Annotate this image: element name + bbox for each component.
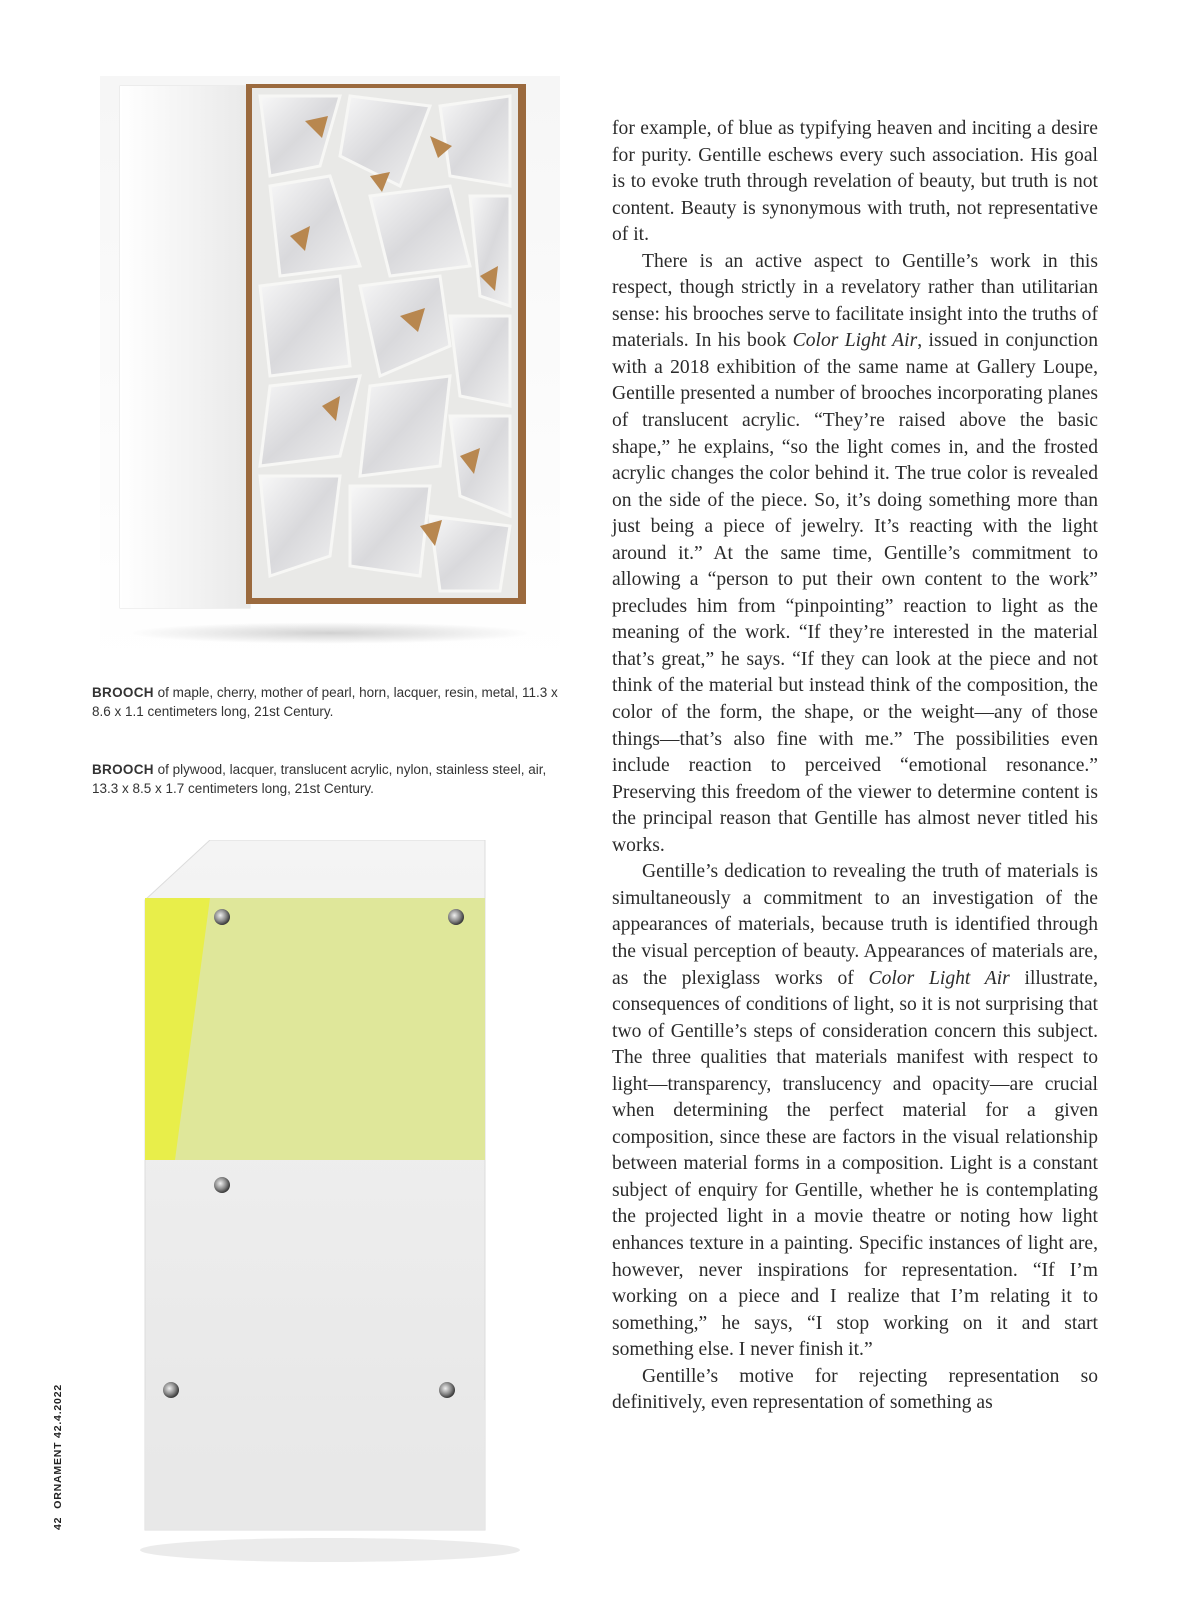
article-paragraph: for example, of blue as typifying heaven and inciting a desire for purity. Gentille eschews every such association. His goal is to evoke truth through revelation of beauty, but truth is not content. Beauty is synonymous with truth, not representative of it. bbox=[612, 118, 1098, 246]
article-paragraph: Gentille’s motive for rejecting representation so definitively, even representation of something as bbox=[612, 1365, 1098, 1414]
paragraph-text: illustrate, consequences of conditions of light, so it is not surprising that two of Gentille’s steps of consideration concern this subject. The three qualities that materials manifest with respect to light—transparency, translucency and opacity—are crucial when determining the perfect material for a given composition, since these are factors in the visual relationship between material forms in a composition. Light is a constant subject of enquiry for Gentille, whether he is contemplating the projected light in a movie theatre or noting how light enhances texture in a painting. Specific instances of light are, however, never inspirations for representation. “If I’m working on a piece and I realize that I’m relating it to something,” he says, “I stop working on it and start something else. I never finish it.” bbox=[612, 967, 1099, 1361]
article-paragraph bbox=[612, 249, 1098, 860]
article-paragraph bbox=[612, 859, 1098, 1363]
article-body bbox=[612, 116, 1098, 1417]
paragraph-text: Gentille’s dedication to revealing the truth of materials is simultaneously a commitment to an investigation of the appearances of materials, because truth is identified through the visual perception of beauty. Appearances of materials are, as the plexiglass works of bbox=[612, 861, 1098, 989]
caption-text: of maple, cherry, mother of pearl, horn, lacquer, resin, metal, 11.3 x 8.6 x 1.1 centimeters long, 21st Century. bbox=[92, 685, 558, 719]
brooch-photo-mother-of-pearl bbox=[100, 76, 560, 666]
brooch-photo-yellow-acrylic bbox=[100, 840, 560, 1570]
book-title: Color Light Air bbox=[792, 330, 918, 352]
paragraph-text: There is an active aspect to Gentille’s work in this respect, though strictly in a revelatory rather than utilitarian sense: his brooches serve to facilitate insight into the truths of materials. In his book bbox=[612, 250, 1098, 352]
caption-lead: BROOCH bbox=[92, 685, 154, 700]
magazine-issue: ORNAMENT 42.4.2022 bbox=[52, 1384, 64, 1509]
caption-lead: BROOCH bbox=[92, 762, 154, 777]
caption-brooch-1 bbox=[92, 683, 572, 721]
caption-text: of plywood, lacquer, translucent acrylic, nylon, stainless steel, air, 13.3 x 8.5 x 1.7 centimeters long, 21st Century. bbox=[92, 762, 547, 796]
brooch-illustration bbox=[100, 76, 560, 666]
page-number: 42 bbox=[52, 1516, 64, 1530]
paragraph-text: , issued in conjunction with a 2018 exhibition of the same name at Gallery Loupe, Gentille presented a number of brooches incorporating planes of translucent acrylic. “They’re raised above the basic shape,” he explains, “so the light comes in, and the frosted acrylic changes the color behind it. The true color is revealed on the side of the piece. So, it’s doing something more than just being a piece of jewelry. It’s reacting with the light around it.” At the same time, Gentille’s commitment to allowing a “person to put their own content to the work” precludes him from “pinpointing” reaction to light as the meaning of the work. “If they’re interested in the material that’s great,” he says. “If they can look at the piece and not think of the material but instead think of the composition, the color of the form, the shape, or the weight—any of those things—that’s also fine with me.” The possibilities even include reaction to perceived “emotional resonance.” Preserving this freedom of the viewer to determine content is the principal reason that Gentille has almost never titled his works. bbox=[612, 330, 1099, 856]
caption-brooch-2 bbox=[92, 760, 572, 798]
page-folio bbox=[52, 1384, 64, 1530]
book-title: Color Light Air bbox=[868, 967, 1010, 989]
brooch-illustration bbox=[100, 840, 560, 1570]
